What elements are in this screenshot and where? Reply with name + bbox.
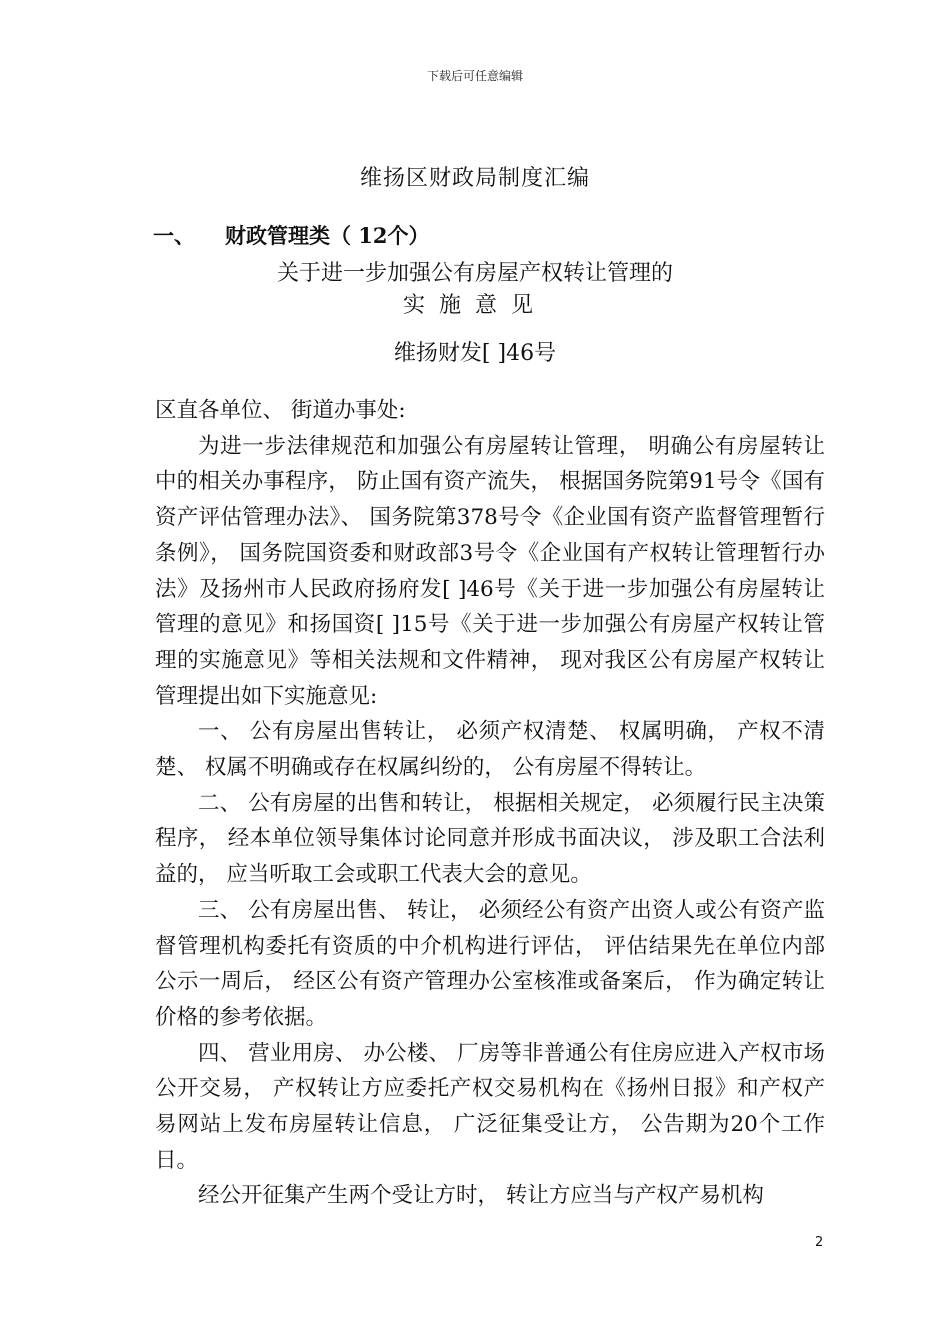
document-title: 维扬区财政局制度汇编	[359, 166, 590, 191]
body-text	[155, 393, 825, 1214]
paragraph-item-2: 二、 公有房屋的出售和转让， 根据相关规定， 必须履行民主决策程序， 经本单位领导集体讨论同意并形成书面决议， 涉及职工合法利益的， 应当听取工会或职工代表大会的意见。	[155, 790, 825, 888]
paragraph-item-3: 三、 公有房屋出售、 转让， 必须经公有资产出资人或公有资产监督管理机构委托有资质的中介机构进行评估， 评估结果先在单位内部公示一周后， 经区公有资产管理办公室核准或备案后， 作为确定转让价格的参考依据。	[155, 897, 825, 1030]
section-label: 财政管理类（ 12个）	[225, 223, 430, 248]
salutation: 区直各单位、 街道办事处:	[155, 398, 406, 423]
section-heading	[153, 220, 430, 250]
notice-title-line2: 实施意见	[402, 293, 547, 318]
paragraph-intro: 为进一步法律规范和加强公有房屋转让管理， 明确公有房屋转让中的相关办事程序， 防止国有资产流失， 根据国务院第91号令《国有资产评估管理办法》、 国务院第378号令《企业国有资产监督管理暂行条例》， 国务院国资委和财政部3号令《企业国有产权转让管理暂行办法》及扬州市人民政府扬府发[ ]46号《关于进一步加强公有房屋转让管理的意见》和扬国资[ ]15号《关于进一步加强公有房屋产权转让管理的实施意见》等相关法规和文件精神， 现对我区公有房屋产权转让管理提出如下实施意见:	[155, 433, 825, 709]
paragraph-item-1: 一、 公有房屋出售转让， 必须产权清楚、 权属明确， 产权不清楚、 权属不明确或存在权属纠纷的， 公有房屋不得转让。	[155, 719, 825, 781]
section-number: 一、	[153, 223, 195, 248]
paragraph-continued: 经公开征集产生两个受让方时， 转让方应当与产权产易机构	[198, 1183, 764, 1209]
notice-title-line1: 关于进一步加强公有房屋产权转让管理的	[276, 261, 673, 286]
document-number: 维扬财发[ ]46号	[393, 341, 557, 366]
paragraph-item-4: 四、 营业用房、 办公楼、 厂房等非普通公有住房应进入产权市场公开交易， 产权转让方应委托产权交易机构在《扬州日报》和产权产易网站上发布房屋转让信息， 广泛征集受让方， 公告期为20个工作日。	[155, 1040, 825, 1173]
page-number: 2	[815, 1235, 824, 1250]
header-note: 下载后可任意编辑	[426, 69, 523, 83]
